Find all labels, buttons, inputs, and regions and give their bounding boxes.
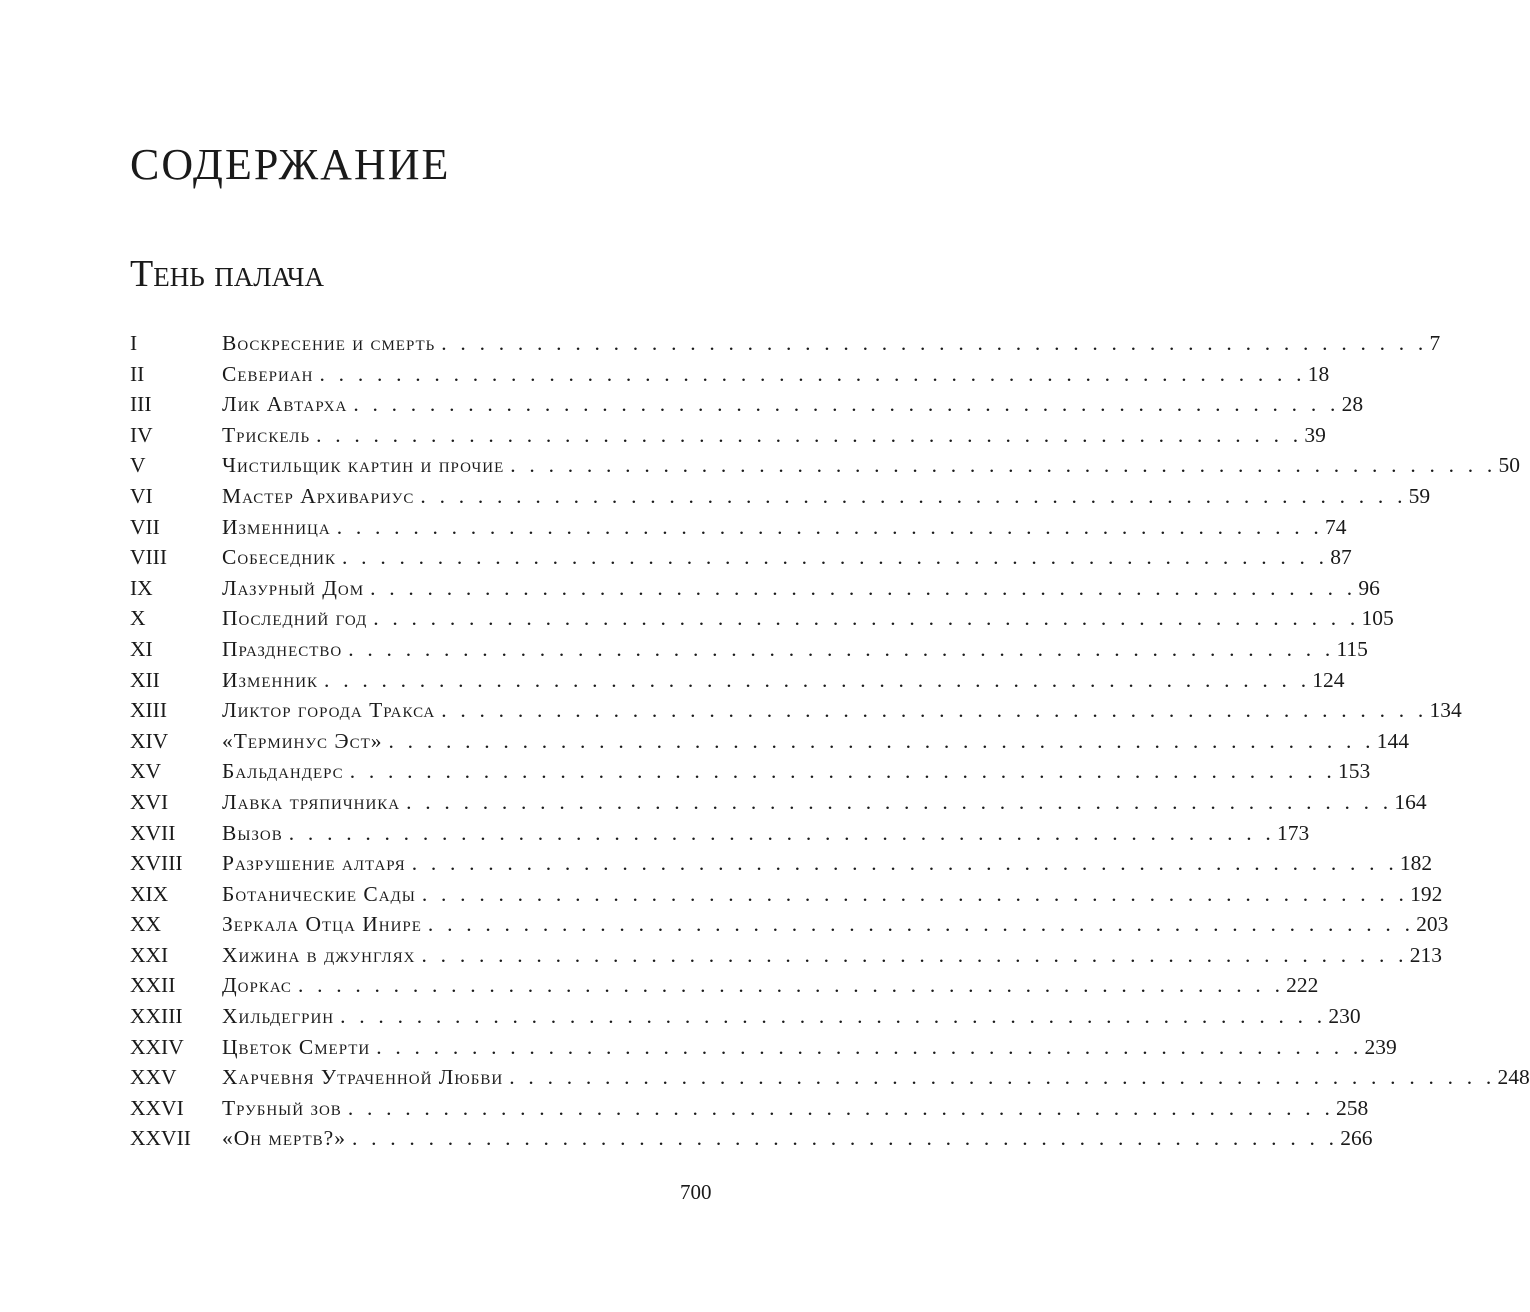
chapter-page: 115 [1336, 636, 1368, 661]
toc-entry[interactable] [130, 573, 1380, 604]
toc-entry[interactable] [130, 787, 1427, 818]
chapter-page: 96 [1358, 575, 1380, 600]
dot-leader: . . . . . . . . . . . . . . . . . . . . . . . . . . . . . . . . . . . . . . . . . . . . . . . . . . . . [324, 667, 1311, 692]
chapter-number: VIII [130, 545, 168, 570]
toc-entry[interactable] [130, 481, 1431, 512]
chapter-page: 50 [1498, 453, 1521, 478]
toc-entry[interactable] [130, 420, 1326, 451]
toc-entry[interactable] [130, 450, 1521, 481]
dot-leader: . . . . . . . . . . . . . . . . . . . . . . . . . . . . . . . . . . . . . . . . . . . . . . . . . . . . [351, 1126, 1339, 1151]
dot-leader: . . . . . . . . . . . . . . . . . . . . . . . . . . . . . . . . . . . . . . . . . . . . . . . . . . . . [347, 1095, 1335, 1120]
chapter-page: 230 [1328, 1004, 1361, 1029]
chapter-title: Последний год [222, 606, 368, 631]
chapter-number: I [130, 331, 138, 355]
chapter-number: II [130, 361, 145, 386]
dot-leader: . . . . . . . . . . . . . . . . . . . . . . . . . . . . . . . . . . . . . . . . . . . . . . . . . . . . [316, 422, 1303, 447]
dot-leader: . . . . . . . . . . . . . . . . . . . . . . . . . . . . . . . . . . . . . . . . . . . . . . . . . . . . [388, 728, 1375, 753]
chapter-title: Севериан [222, 361, 314, 386]
chapter-number: XXVII [130, 1126, 191, 1151]
chapter-title: Бальдандерс [222, 759, 344, 784]
chapter-number: XVII [130, 820, 176, 845]
toc-entry[interactable] [130, 634, 1368, 665]
chapter-title: Хильдегрин [222, 1004, 335, 1029]
chapter-page: 39 [1304, 422, 1326, 447]
chapter-page: 266 [1340, 1126, 1373, 1151]
chapter-number: XVIII [130, 851, 183, 876]
chapter-title: Празднество [222, 636, 343, 661]
chapter-page: 124 [1312, 667, 1345, 692]
chapter-number: VI [130, 483, 153, 508]
chapter-page: 28 [1341, 392, 1364, 417]
chapter-title: «Терминус Эст» [222, 728, 383, 753]
chapter-title: Ботанические Сады [222, 881, 416, 906]
chapter-title: Вызов [222, 820, 283, 845]
dot-leader: . . . . . . . . . . . . . . . . . . . . . . . . . . . . . . . . . . . . . . . . . . . . . . . . . . . . [510, 453, 1497, 478]
dot-leader: . . . . . . . . . . . . . . . . . . . . . . . . . . . . . . . . . . . . . . . . . . . . . . . . . . . . [336, 514, 1323, 539]
chapter-title: Хижина в джунглях [222, 942, 416, 967]
dot-leader: . . . . . . . . . . . . . . . . . . . . . . . . . . . . . . . . . . . . . . . . . . . . . . . . . . . . [319, 361, 1306, 386]
dot-leader: . . . . . . . . . . . . . . . . . . . . . . . . . . . . . . . . . . . . . . . . . . . . . . . . . . . . [421, 942, 1408, 967]
chapter-title: Собеседник [222, 545, 337, 570]
chapter-title: Лавка тряпичника [222, 789, 401, 814]
chapter-number: VII [130, 514, 160, 539]
chapter-number: XIX [130, 881, 169, 906]
toc-entry[interactable] [130, 1123, 1373, 1154]
chapter-number: XII [130, 667, 160, 692]
dot-leader: . . . . . . . . . . . . . . . . . . . . . . . . . . . . . . . . . . . . . . . . . . . . . . . . . . . . [509, 1065, 1496, 1090]
toc-entry[interactable] [130, 359, 1330, 390]
dot-leader: . . . . . . . . . . . . . . . . . . . . . . . . . . . . . . . . . . . . . . . . . . . . . . . . . . . . [348, 636, 1335, 661]
chapter-page: 7 [1429, 331, 1441, 355]
chapter-page: 173 [1277, 820, 1310, 845]
dot-leader: . . . . . . . . . . . . . . . . . . . . . . . . . . . . . . . . . . . . . . . . . . . . . . . . . . . . [373, 606, 1360, 631]
dot-leader: . . . . . . . . . . . . . . . . . . . . . . . . . . . . . . . . . . . . . . . . . . . . . . . . . . . . [421, 881, 1409, 906]
chapter-page: 59 [1408, 483, 1431, 508]
dot-leader: . . . . . . . . . . . . . . . . . . . . . . . . . . . . . . . . . . . . . . . . . . . . . . . . . . . . [370, 575, 1357, 600]
dot-leader: . . . . . . . . . . . . . . . . . . . . . . . . . . . . . . . . . . . . . . . . . . . . . . . . . . . . [353, 392, 1340, 417]
chapter-number: XXIII [130, 1004, 183, 1029]
chapter-number: XX [130, 912, 162, 937]
chapter-page: 134 [1429, 698, 1462, 723]
chapter-page: 144 [1376, 728, 1409, 753]
chapter-page: 105 [1361, 606, 1394, 631]
toc-entry[interactable] [130, 389, 1364, 420]
contents-heading: СОДЕРЖАНИЕ [130, 140, 451, 189]
chapter-title: Трубный зов [222, 1095, 342, 1120]
chapter-title: Цветок Смерти [222, 1034, 371, 1059]
chapter-title: Изменник [222, 667, 319, 692]
dot-leader: . . . . . . . . . . . . . . . . . . . . . . . . . . . . . . . . . . . . . . . . . . . . . . . . . . . . [340, 1004, 1327, 1029]
chapter-page: 248 [1497, 1065, 1530, 1090]
chapter-number: XV [130, 759, 162, 784]
toc-entry[interactable] [130, 726, 1409, 757]
chapter-number: V [130, 453, 146, 478]
toc-entry[interactable] [130, 818, 1310, 849]
page-number: 700 [680, 1180, 712, 1204]
toc-entry[interactable] [130, 1093, 1369, 1124]
toc-entry[interactable] [130, 695, 1462, 726]
chapter-page: 213 [1409, 942, 1443, 967]
chapter-title: Ликтор города Тракса [222, 698, 436, 723]
toc-entry[interactable] [130, 909, 1449, 940]
dot-leader: . . . . . . . . . . . . . . . . . . . . . . . . . . . . . . . . . . . . . . . . . . . . . . . . . . . . [420, 483, 1407, 508]
dot-leader: . . . . . . . . . . . . . . . . . . . . . . . . . . . . . . . . . . . . . . . . . . . . . . . . . . . . [297, 973, 1285, 998]
chapter-title: Зеркала Отца Инире [222, 912, 422, 937]
chapter-number: XXIV [130, 1034, 184, 1059]
chapter-number: IX [130, 575, 153, 600]
table-of-contents [130, 328, 1530, 1154]
chapter-title: Доркас [222, 973, 292, 998]
chapter-number: XXII [130, 973, 176, 998]
chapter-page: 87 [1330, 545, 1352, 570]
chapter-page: 239 [1364, 1034, 1397, 1059]
toc-entry[interactable] [130, 1062, 1530, 1093]
chapter-title: Разрушение алтаря [222, 851, 406, 876]
chapter-title: Чистильщик картин и прочие [222, 453, 505, 478]
toc-entry[interactable] [130, 542, 1352, 573]
dot-leader: . . . . . . . . . . . . . . . . . . . . . . . . . . . . . . . . . . . . . . . . . . . . . . . . . . . . [411, 851, 1398, 876]
chapter-number: XXVI [130, 1095, 184, 1120]
toc-entry[interactable] [130, 879, 1443, 910]
chapter-number: III [130, 392, 152, 417]
chapter-title: Мастер Архивариус [222, 483, 415, 508]
toc-entry[interactable] [130, 940, 1443, 971]
chapter-page: 74 [1324, 514, 1347, 539]
chapter-number: XXV [130, 1065, 177, 1090]
chapter-title: Лик Автарха [222, 392, 348, 417]
chapter-page: 203 [1416, 912, 1449, 937]
chapter-number: X [130, 606, 146, 631]
dot-leader: . . . . . . . . . . . . . . . . . . . . . . . . . . . . . . . . . . . . . . . . . . . . . . . . . . . . [349, 759, 1336, 784]
chapter-page: 258 [1336, 1095, 1369, 1120]
chapter-page: 18 [1307, 361, 1330, 386]
chapter-number: IV [130, 422, 153, 447]
chapter-page: 182 [1399, 851, 1433, 876]
dot-leader: . . . . . . . . . . . . . . . . . . . . . . . . . . . . . . . . . . . . . . . . . . . . . . . . . . . . [441, 331, 1428, 355]
chapter-page: 192 [1410, 881, 1443, 906]
chapter-page: 222 [1286, 973, 1319, 998]
chapter-number: XIV [130, 728, 169, 753]
chapter-title: Воскресение и смерть [222, 331, 436, 355]
toc-entry[interactable] [130, 328, 1441, 359]
chapter-number: XVI [130, 789, 169, 814]
toc-entry[interactable] [130, 756, 1371, 787]
chapter-title: Изменница [222, 514, 331, 539]
dot-leader: . . . . . . . . . . . . . . . . . . . . . . . . . . . . . . . . . . . . . . . . . . . . . . . . . . . . [441, 698, 1428, 723]
toc-entry[interactable] [130, 512, 1347, 543]
chapter-page: 164 [1394, 789, 1427, 814]
book-title: Тень палача [130, 253, 324, 295]
toc-entry[interactable] [130, 665, 1345, 696]
dot-leader: . . . . . . . . . . . . . . . . . . . . . . . . . . . . . . . . . . . . . . . . . . . . . . . . . . . . [288, 820, 1276, 845]
chapter-title: «Он мертв?» [222, 1126, 346, 1151]
chapter-page: 153 [1337, 759, 1371, 784]
chapter-number: XI [130, 636, 153, 661]
chapter-title: Харчевня Утраченной Любви [222, 1065, 504, 1090]
chapter-number: XIII [130, 698, 168, 723]
toc-entry[interactable] [130, 848, 1433, 879]
dot-leader: . . . . . . . . . . . . . . . . . . . . . . . . . . . . . . . . . . . . . . . . . . . . . . . . . . . . [342, 545, 1329, 570]
dot-leader: . . . . . . . . . . . . . . . . . . . . . . . . . . . . . . . . . . . . . . . . . . . . . . . . . . . . [376, 1034, 1363, 1059]
chapter-title: Лазурный Дом [222, 575, 365, 600]
toc-entry[interactable] [130, 1032, 1397, 1063]
dot-leader: . . . . . . . . . . . . . . . . . . . . . . . . . . . . . . . . . . . . . . . . . . . . . . . . . . . . [406, 789, 1393, 814]
dot-leader: . . . . . . . . . . . . . . . . . . . . . . . . . . . . . . . . . . . . . . . . . . . . . . . . . . . . [427, 912, 1415, 937]
chapter-title: Трискель [222, 422, 311, 447]
toc-entry[interactable] [130, 603, 1394, 634]
toc-entry[interactable] [130, 1001, 1361, 1032]
toc-entry[interactable] [130, 970, 1319, 1001]
chapter-number: XXI [130, 942, 169, 967]
